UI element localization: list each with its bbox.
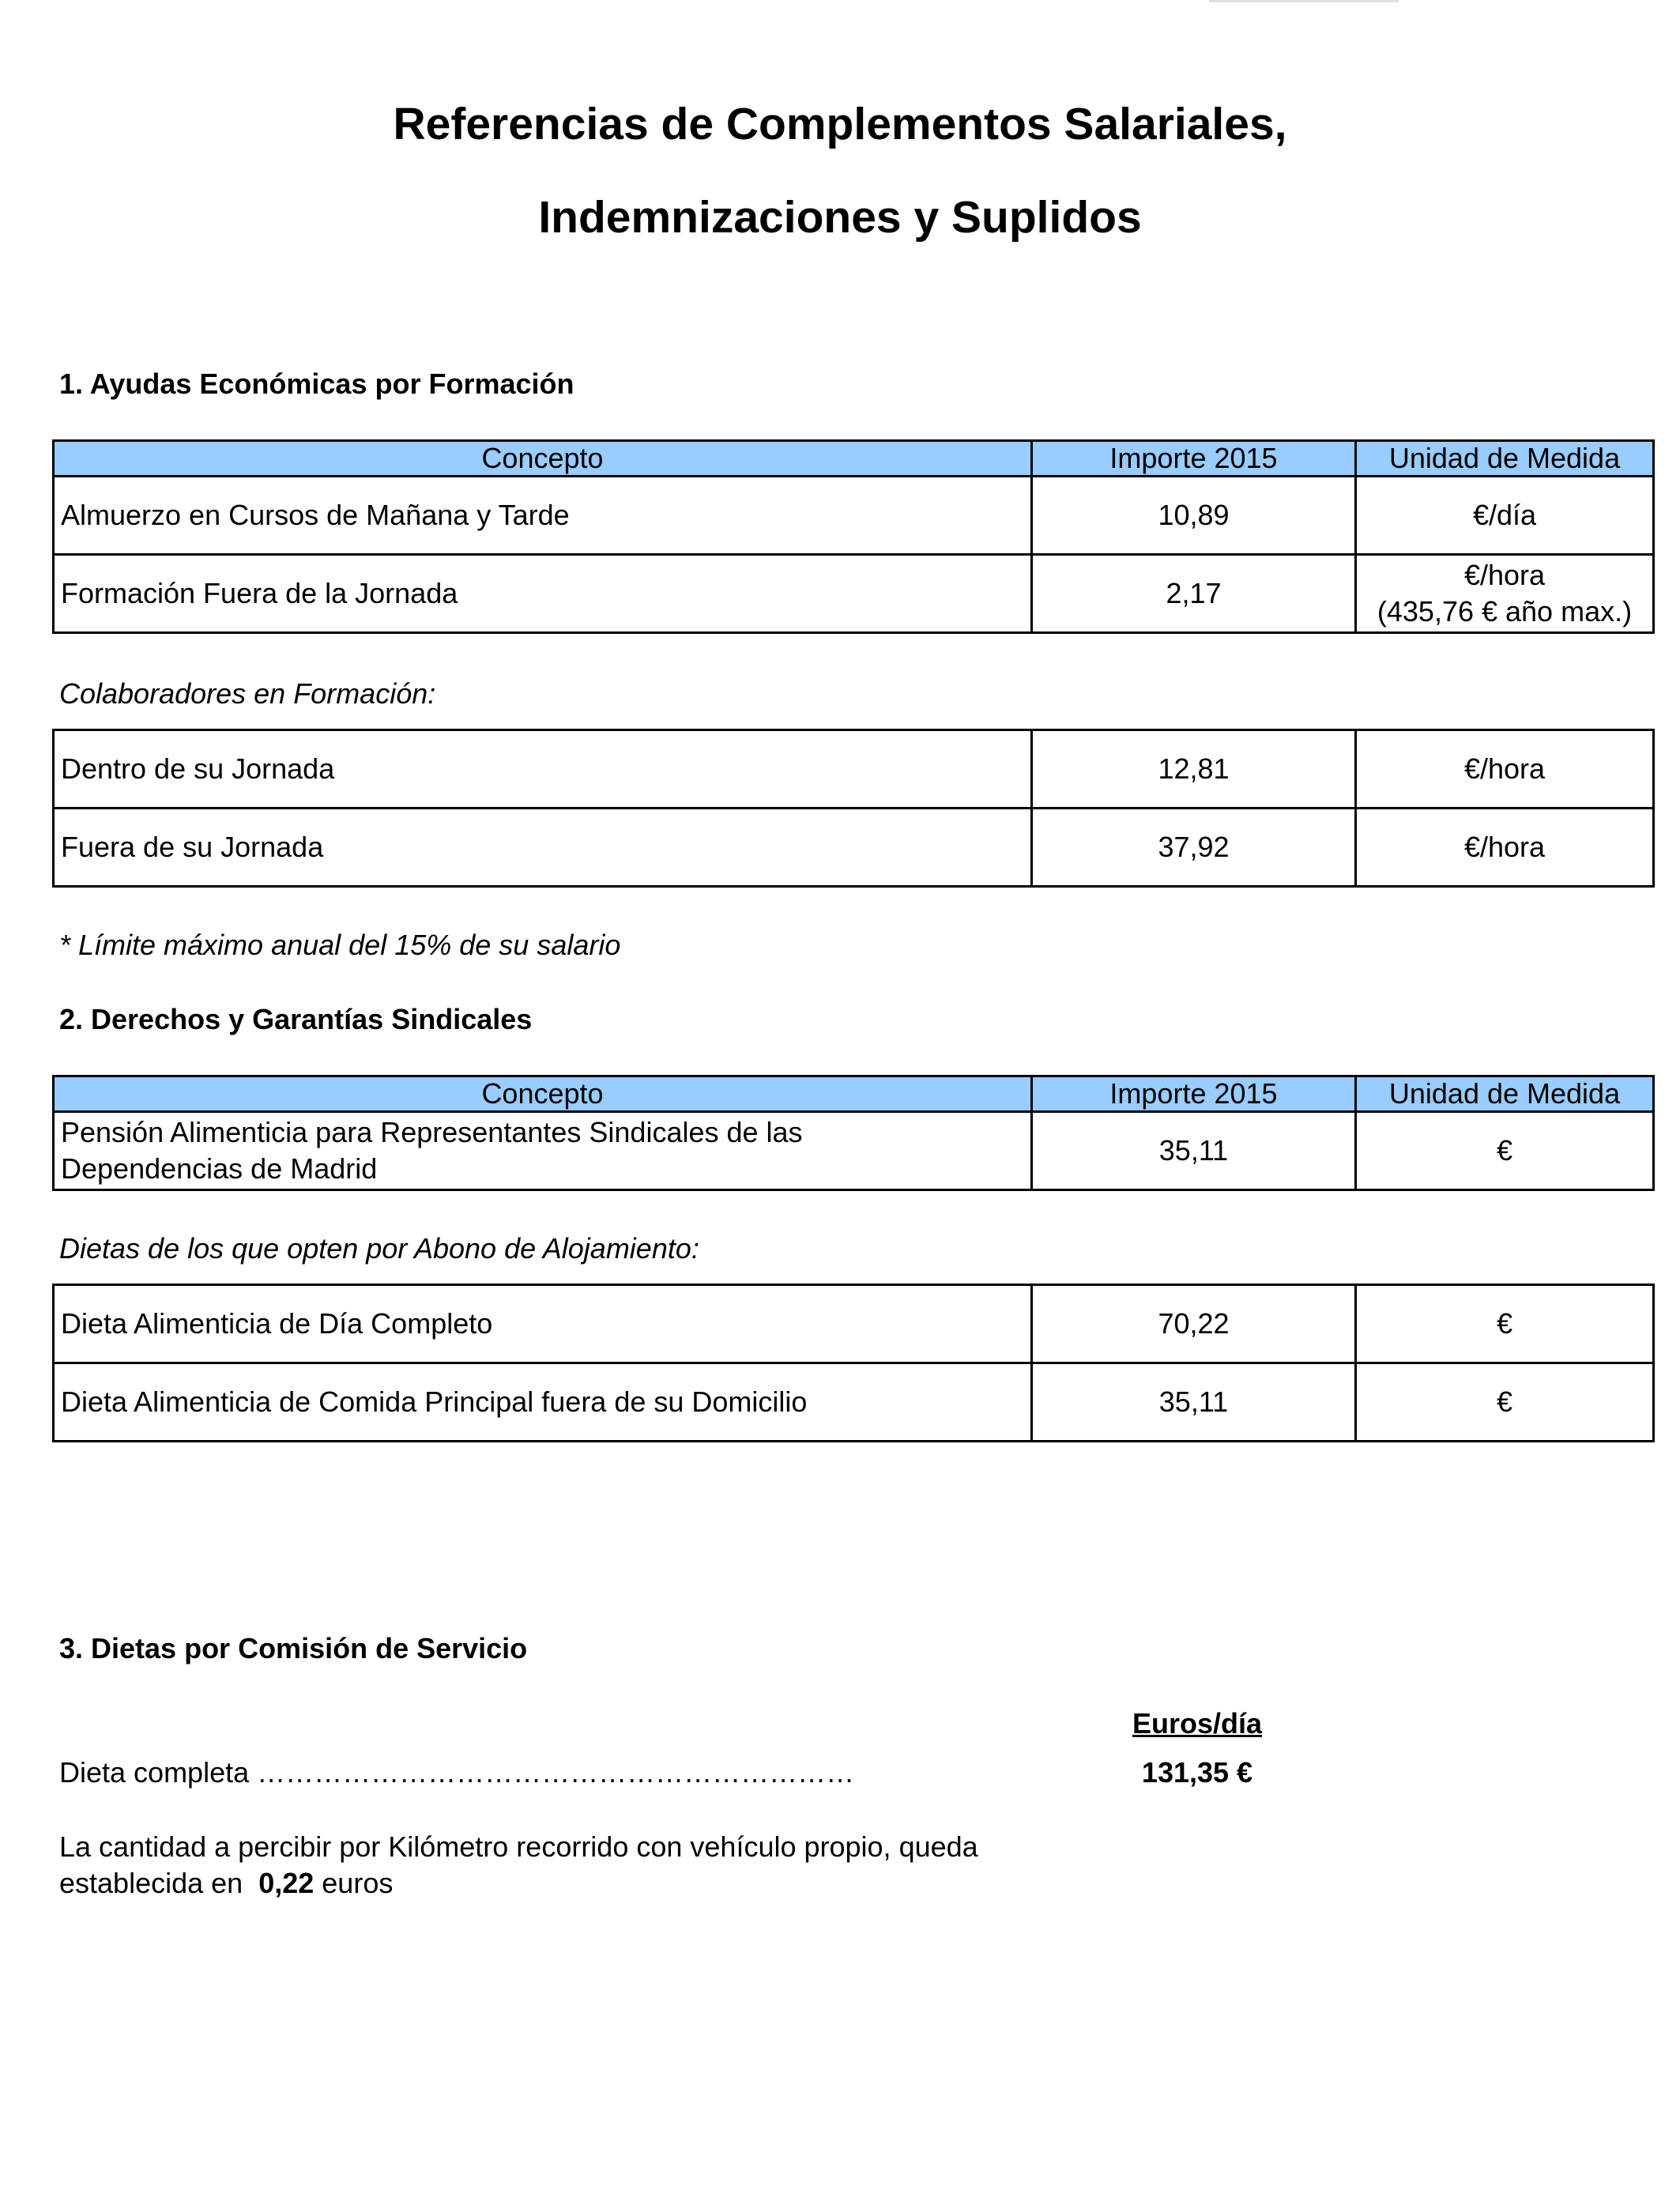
- cell-concepto: Dentro de su Jornada: [54, 730, 1032, 809]
- km-value: 0,22: [258, 1867, 315, 1899]
- cell-concepto: Dieta Alimenticia de Día Completo: [54, 1285, 1032, 1363]
- section2-subtable: [52, 1284, 1655, 1442]
- cell-unidad: €: [1356, 1112, 1654, 1190]
- km-text-line2: [59, 1865, 393, 1902]
- cell-importe: 70,22: [1032, 1285, 1356, 1363]
- cell-concepto-line2: Dependencias de Madrid: [61, 1152, 378, 1185]
- km-text-line1: La cantidad a percibir por Kilómetro recorrido con vehículo propio, queda: [59, 1830, 978, 1863]
- cell-concepto-line1: Pensión Alimenticia para Representantes Sindicales de las: [61, 1116, 803, 1148]
- km-text-suffix: euros: [314, 1867, 394, 1899]
- cell-concepto: Fuera de su Jornada: [54, 809, 1032, 887]
- cell-importe: 37,92: [1032, 809, 1356, 887]
- section2-header-row: [54, 1076, 1654, 1112]
- section1-table: [52, 439, 1655, 634]
- cell-importe: 35,11: [1032, 1112, 1356, 1190]
- section2-heading: 2. Derechos y Garantías Sindicales: [59, 1003, 533, 1035]
- cell-importe: 10,89: [1032, 477, 1356, 555]
- cell-unidad: €: [1356, 1285, 1654, 1363]
- cell-concepto: Dieta Alimenticia de Comida Principal fuera de su Domicilio: [54, 1363, 1032, 1442]
- section3-heading: 3. Dietas por Comisión de Servicio: [59, 1632, 528, 1664]
- header-concepto: Concepto: [54, 441, 1032, 477]
- table-row: [54, 477, 1654, 555]
- km-text-prefix: establecida en: [59, 1867, 251, 1899]
- section1-subheading: Colaboradores en Formación:: [59, 677, 436, 710]
- page-title-line1: Referencias de Complementos Salariales,: [393, 99, 1287, 149]
- cell-concepto: [54, 1112, 1032, 1190]
- header-importe: Importe 2015: [1032, 441, 1356, 477]
- header-unidad: Unidad de Medida: [1356, 441, 1654, 477]
- cell-unidad: €/día: [1356, 477, 1654, 555]
- table-row: [54, 1285, 1654, 1363]
- cell-concepto: Almuerzo en Cursos de Mañana y Tarde: [54, 477, 1032, 555]
- cell-concepto: Formación Fuera de la Jornada: [54, 555, 1032, 633]
- section1-header-row: [54, 441, 1654, 477]
- table-row: [54, 809, 1654, 887]
- cell-unidad-line2: (435,76 € año max.): [1377, 595, 1633, 628]
- cell-importe: 12,81: [1032, 730, 1356, 809]
- top-edge-mark: [1209, 0, 1399, 2]
- section2-subheading: Dietas de los que opten por Abono de Alojamiento:: [59, 1232, 699, 1265]
- cell-unidad: €/hora: [1356, 809, 1654, 887]
- page-title-line2: Indemnizaciones y Suplidos: [538, 192, 1142, 243]
- table-row: [54, 1363, 1654, 1442]
- euros-dia-header: Euros/día: [1132, 1707, 1263, 1740]
- table-row: [54, 1112, 1654, 1190]
- header-concepto: Concepto: [54, 1076, 1032, 1112]
- cell-importe: 35,11: [1032, 1363, 1356, 1442]
- section1-subtable: [52, 729, 1655, 888]
- dieta-completa-value: 131,35 €: [1141, 1756, 1253, 1789]
- cell-unidad: €/hora: [1356, 730, 1654, 809]
- table-row: [54, 730, 1654, 809]
- dieta-completa-label: Dieta completa ………………………………………………………: [59, 1756, 855, 1789]
- cell-importe: 2,17: [1032, 555, 1356, 633]
- table-row: [54, 555, 1654, 633]
- section2-table: [52, 1075, 1655, 1191]
- cell-unidad-line1: €/hora: [1463, 559, 1546, 591]
- cell-unidad: [1356, 555, 1654, 633]
- header-unidad: Unidad de Medida: [1356, 1076, 1654, 1112]
- cell-unidad: €: [1356, 1363, 1654, 1442]
- section1-note: * Límite máximo anual del 15% de su salario: [59, 929, 621, 961]
- header-importe: Importe 2015: [1032, 1076, 1356, 1112]
- section1-heading: 1. Ayudas Económicas por Formación: [59, 368, 574, 400]
